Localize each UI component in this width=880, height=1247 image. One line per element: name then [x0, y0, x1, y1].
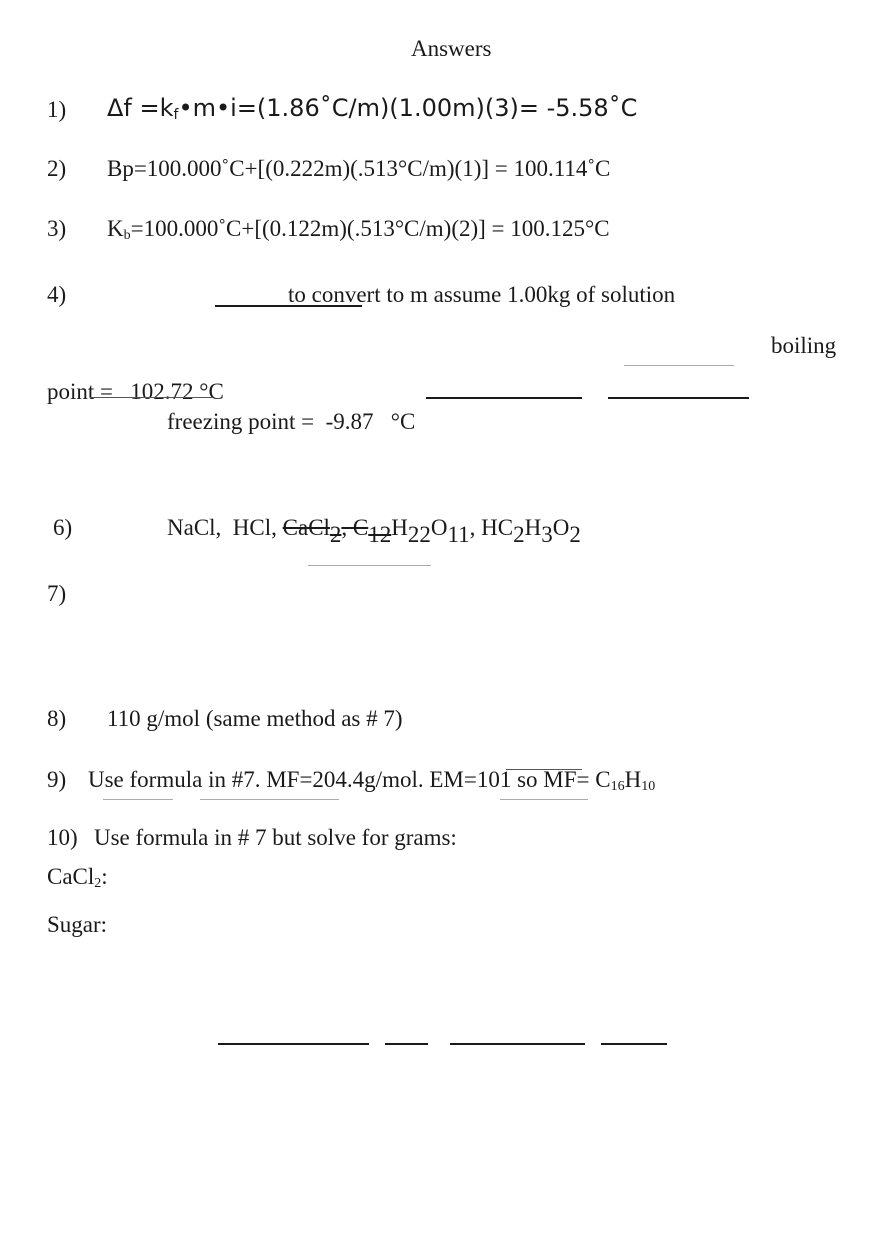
- item-4-blank: [215, 305, 362, 307]
- cacl2-base: CaCl: [47, 864, 95, 889]
- item-4-number: 4): [47, 282, 67, 307]
- freezing-point-label: freezing point =: [167, 409, 315, 434]
- item-9-sub-h: 10: [641, 779, 656, 794]
- item-3-expression: =100.000˚C+[(0.122m)(.513°C/m)(2)] = 100.125°C: [130, 216, 610, 241]
- item-4-answer: to convert to m assume 1.00kg of solution: [288, 282, 676, 307]
- item-9-h: H: [624, 767, 642, 792]
- boiling-point-value: 102.72: [130, 379, 194, 404]
- boiling-point-underline: [90, 397, 212, 398]
- bottom-blank-2: [385, 1043, 428, 1045]
- item-7-number: 7): [47, 581, 67, 606]
- item-9-text: Use formula in #7. MF=204.4g/mol. EM=101 so MF= C: [88, 767, 611, 792]
- item-10-answer: Use formula in # 7 but solve for grams:: [94, 825, 457, 850]
- item-3-answer: $K_b=100.000˚C+[(0.122m)(.513^\circ C/m)(2)] = 100.125^\circ C$: [107, 216, 610, 243]
- item-9-sub-c: 16: [610, 779, 625, 794]
- item-8-number: 8): [47, 706, 67, 731]
- item-6-answer: NaCl, HCl, CaCl$_2$, $C_{12}H_{22}O_{11}$, $HC_2H_3O_2$: [167, 515, 581, 547]
- bottom-blank-3: [450, 1043, 585, 1045]
- item-2-number: 2): [47, 156, 67, 181]
- item-1-answer: $\Delta f =k_f•m•i=(1.86˚C/m)(1.00m)(3)=$ -5.58˚C: [107, 94, 638, 123]
- cacl2-label: [47, 865, 108, 891]
- boiling-blank: [624, 365, 734, 366]
- item-3-number: 3): [47, 216, 67, 241]
- boiling-point-label: point =: [47, 379, 114, 404]
- cacl2-sub: 2: [94, 876, 102, 891]
- item-9-number: 9): [47, 767, 67, 792]
- item-9-strike: [506, 769, 582, 770]
- item-8-answer: 110 g/mol (same method as # 7): [107, 706, 403, 731]
- freezing-point-unit: °C: [390, 409, 416, 434]
- item-2-answer: Bp=100.000˚C+[(0.222m)(.513°C/m)(1)] = 100.114˚C: [107, 156, 611, 181]
- cacl2-suffix: :: [101, 864, 108, 889]
- sugar-label: Sugar:: [47, 912, 108, 937]
- bottom-blank-4: [601, 1043, 667, 1045]
- boiling-word: boiling: [771, 333, 837, 358]
- boiling-point-unit: °C: [199, 379, 224, 404]
- bottom-blank-1: [218, 1043, 369, 1045]
- item-6-blank: [308, 565, 431, 566]
- item-10-number: 10): [47, 825, 78, 850]
- item-9-blank-b: [200, 799, 339, 800]
- item-9-blank-a: [103, 799, 173, 800]
- item-9-blank-c: [500, 799, 588, 800]
- item-6-number: 6): [53, 515, 73, 540]
- blank-line-b: [608, 397, 749, 399]
- blank-line-a: [426, 397, 582, 399]
- freezing-point-answer: [167, 410, 415, 433]
- boiling-point-answer: [47, 380, 224, 403]
- page-title: Answers: [411, 36, 492, 61]
- freezing-point-value: -9.87: [325, 409, 374, 434]
- item-9-answer: [88, 768, 655, 794]
- item-1-number: 1): [47, 97, 67, 122]
